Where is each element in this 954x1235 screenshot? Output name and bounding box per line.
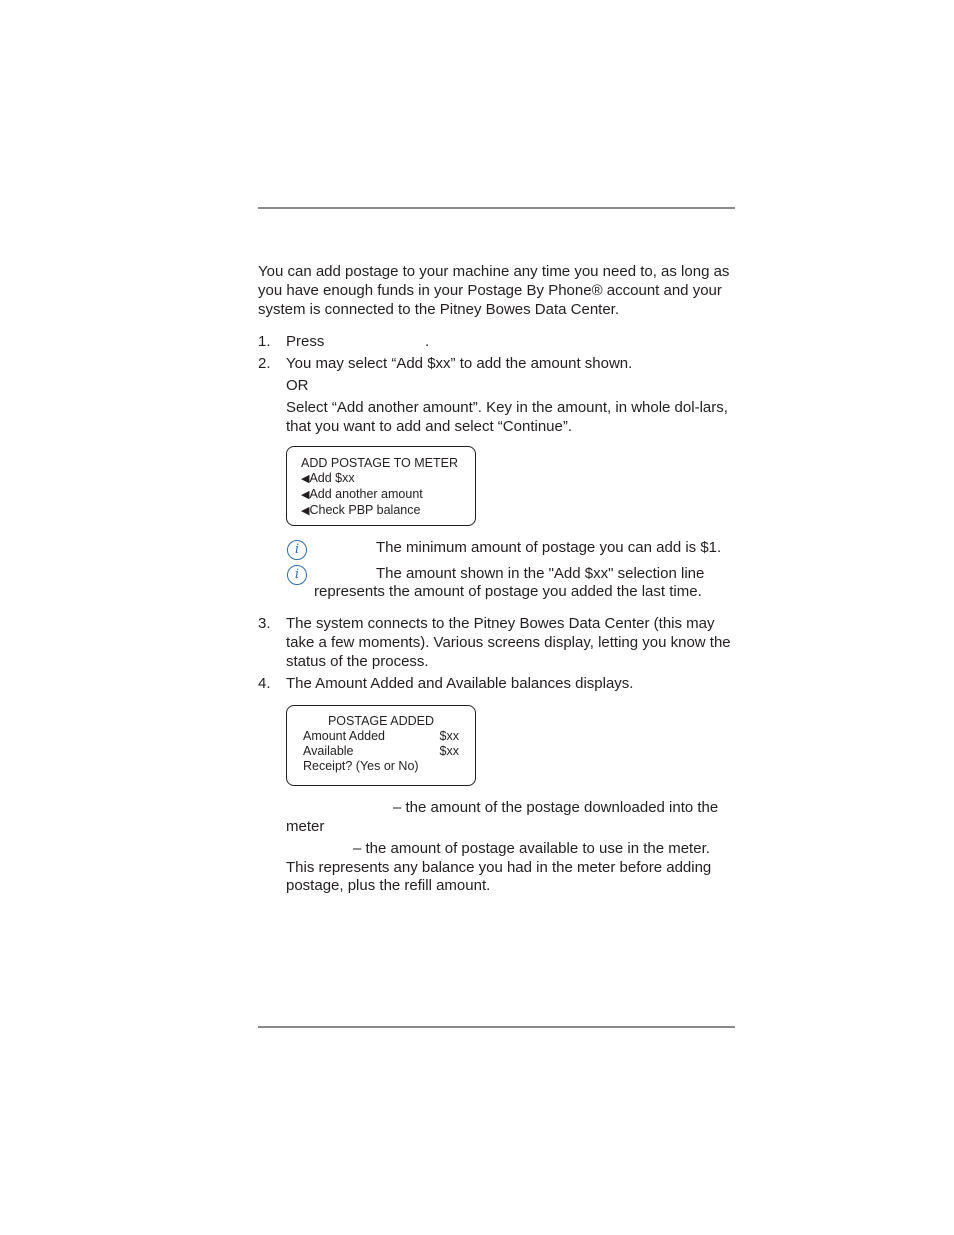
step-1-suffix: . [425,333,430,350]
note-1-text: The minimum amount of postage you can add is $1. [376,539,722,556]
amount-added-definition-cont: meter [286,818,325,835]
screen-option [301,503,475,519]
step-1-text: Press [286,333,325,350]
intro-paragraph: You can add postage to your machine any time you need to, as long as you have enough funds in your Postage By Phone® account and your system is connected to the Pitney Bowes Data Center. [258,263,730,318]
step-1-number: 1. [258,333,271,350]
row-label: Available [303,744,354,758]
note-2-text-cont: represents the amount of postage you added the last time. [314,583,702,600]
available-definition-cont: This represents any balance you had in the meter before adding [286,859,712,876]
amount-added-definition: – the amount of the postage downloaded into the [393,799,719,816]
postage-added-screen [286,705,476,786]
left-arrow-icon: ◀ [301,473,310,485]
left-arrow-icon: ◀ [301,505,310,517]
select-instruction: Select “Add another amount”. Key in the amount, in whole dol-lars, that you want to add and select “Continue”. [286,399,728,435]
left-arrow-icon: ◀ [301,489,310,501]
available-definition-cont2: postage, plus the refill amount. [286,877,491,894]
info-icon: i [287,565,307,585]
top-rule [258,207,735,209]
step-4-number: 4. [258,675,271,692]
info-icon: i [287,540,307,560]
amount-added-row [303,729,459,744]
note-2-text: The amount shown in the "Add $xx" selection line [376,565,705,582]
available-row [303,744,459,759]
step-3-text: The system connects to the Pitney Bowes Data Center (this may take a few moments). Various screens display, letting you know the status of the process. [286,615,731,670]
row-label: Amount Added [303,729,386,743]
row-value: $xx [439,744,459,758]
option-label: Add another amount [309,487,423,501]
step-3-number: 3. [258,615,271,632]
receipt-prompt: Receipt? (Yes or No) [303,759,419,773]
bottom-rule [258,1026,735,1028]
step-4-text: The Amount Added and Available balances displays. [286,675,634,692]
option-label: Add $xx [309,471,355,485]
screen-title: ADD POSTAGE TO METER [301,456,458,470]
screen-option [301,471,475,487]
or-text: OR [286,377,309,394]
step-2-number: 2. [258,355,271,372]
add-postage-screen [286,446,476,526]
available-definition: – the amount of postage available to use in the meter. [353,840,710,857]
row-value: $xx [439,729,459,743]
screen-option [301,487,475,503]
screen-title: POSTAGE ADDED [327,714,435,728]
option-label: Check PBP balance [309,503,421,517]
step-2-text: You may select “Add $xx” to add the amount shown. [286,355,633,372]
